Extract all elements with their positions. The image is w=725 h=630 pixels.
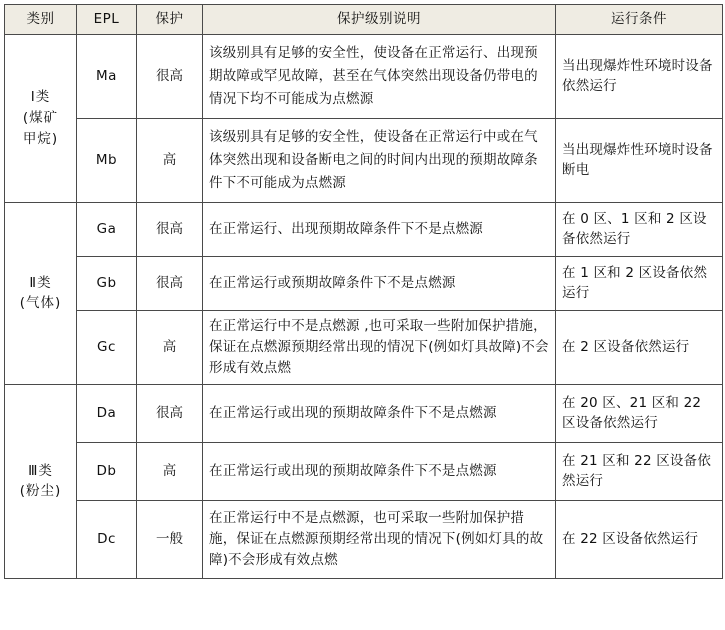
category-sub-label-1: (气体) bbox=[19, 295, 62, 312]
description-cell: 该级别具有足够的安全性，使设备在正常运行中或在气体突然出现和设备断电之间的时间内出现的预期故障条件下不可能成为点燃源 bbox=[203, 118, 556, 202]
table-row bbox=[5, 310, 723, 384]
epl-cell: Mb bbox=[77, 118, 137, 202]
epl-cell: Dc bbox=[77, 500, 137, 578]
epl-cell: Ma bbox=[77, 34, 137, 118]
category-cell-class-3 bbox=[5, 384, 77, 578]
table-header bbox=[5, 5, 723, 35]
epl-cell: Gc bbox=[77, 310, 137, 384]
epl-cell: Db bbox=[77, 442, 137, 500]
condition-cell: 在 0 区、1 区和 2 区设备依然运行 bbox=[556, 202, 723, 256]
column-header-protection: 保护 bbox=[137, 5, 203, 35]
column-header-description: 保护级别说明 bbox=[203, 5, 556, 35]
table-row bbox=[5, 118, 723, 202]
condition-cell: 在 21 区和 22 区设备依然运行 bbox=[556, 442, 723, 500]
description-cell: 在正常运行或出现的预期故障条件下不是点燃源 bbox=[203, 384, 556, 442]
protection-cell: 很高 bbox=[137, 256, 203, 310]
protection-cell: 高 bbox=[137, 118, 203, 202]
protection-cell: 很高 bbox=[137, 384, 203, 442]
table-body bbox=[5, 34, 723, 578]
table-row bbox=[5, 384, 723, 442]
description-cell: 在正常运行中不是点燃源 ,也可采取一些附加保护措施，保证在点燃源预期经常出现的情况下(例如灯具故障)不会形成有效点燃 bbox=[203, 310, 556, 384]
category-cell-class-1 bbox=[5, 34, 77, 202]
table-row bbox=[5, 442, 723, 500]
description-cell: 在正常运行中不是点燃源，也可采取一些附加保护措施，保证在点燃源预期经常出现的情况下(例如灯具的故障)不会形成有效点燃 bbox=[203, 500, 556, 578]
column-header-category: 类别 bbox=[5, 5, 77, 35]
protection-cell: 很高 bbox=[137, 34, 203, 118]
protection-cell: 高 bbox=[137, 310, 203, 384]
condition-cell: 在 20 区、21 区和 22 区设备依然运行 bbox=[556, 384, 723, 442]
epl-cell: Gb bbox=[77, 256, 137, 310]
epl-protection-level-table bbox=[4, 4, 723, 579]
category-main-label: Ⅲ类 bbox=[28, 462, 53, 479]
table-row bbox=[5, 202, 723, 256]
category-sub-label-1: (粉尘) bbox=[19, 483, 62, 500]
description-cell: 在正常运行或出现的预期故障条件下不是点燃源 bbox=[203, 442, 556, 500]
table-row bbox=[5, 500, 723, 578]
condition-cell: 在 1 区和 2 区设备依然运行 bbox=[556, 256, 723, 310]
category-main-label: Ⅰ类 bbox=[30, 89, 51, 106]
condition-cell: 在 22 区设备依然运行 bbox=[556, 500, 723, 578]
category-main-label: Ⅱ类 bbox=[29, 274, 52, 291]
epl-cell: Ga bbox=[77, 202, 137, 256]
description-cell: 在正常运行、出现预期故障条件下不是点燃源 bbox=[203, 202, 556, 256]
category-sub-label-1: (煤矿 bbox=[22, 109, 59, 126]
protection-cell: 高 bbox=[137, 442, 203, 500]
epl-cell: Da bbox=[77, 384, 137, 442]
condition-cell: 在 2 区设备依然运行 bbox=[556, 310, 723, 384]
condition-cell: 当出现爆炸性环境时设备依然运行 bbox=[556, 34, 723, 118]
category-sub-label-2: 甲烷) bbox=[22, 130, 59, 147]
table-header-row bbox=[5, 5, 723, 35]
description-cell: 在正常运行或预期故障条件下不是点燃源 bbox=[203, 256, 556, 310]
table-row bbox=[5, 256, 723, 310]
table-row bbox=[5, 34, 723, 118]
category-cell-class-2 bbox=[5, 202, 77, 384]
column-header-epl: EPL bbox=[77, 5, 137, 35]
condition-cell: 当出现爆炸性环境时设备断电 bbox=[556, 118, 723, 202]
protection-cell: 很高 bbox=[137, 202, 203, 256]
protection-cell: 一般 bbox=[137, 500, 203, 578]
description-cell: 该级别具有足够的安全性，使设备在正常运行、出现预期故障或罕见故障，甚至在气体突然出现设备仍带电的情况下均不可能成为点燃源 bbox=[203, 34, 556, 118]
column-header-operating-condition: 运行条件 bbox=[556, 5, 723, 35]
